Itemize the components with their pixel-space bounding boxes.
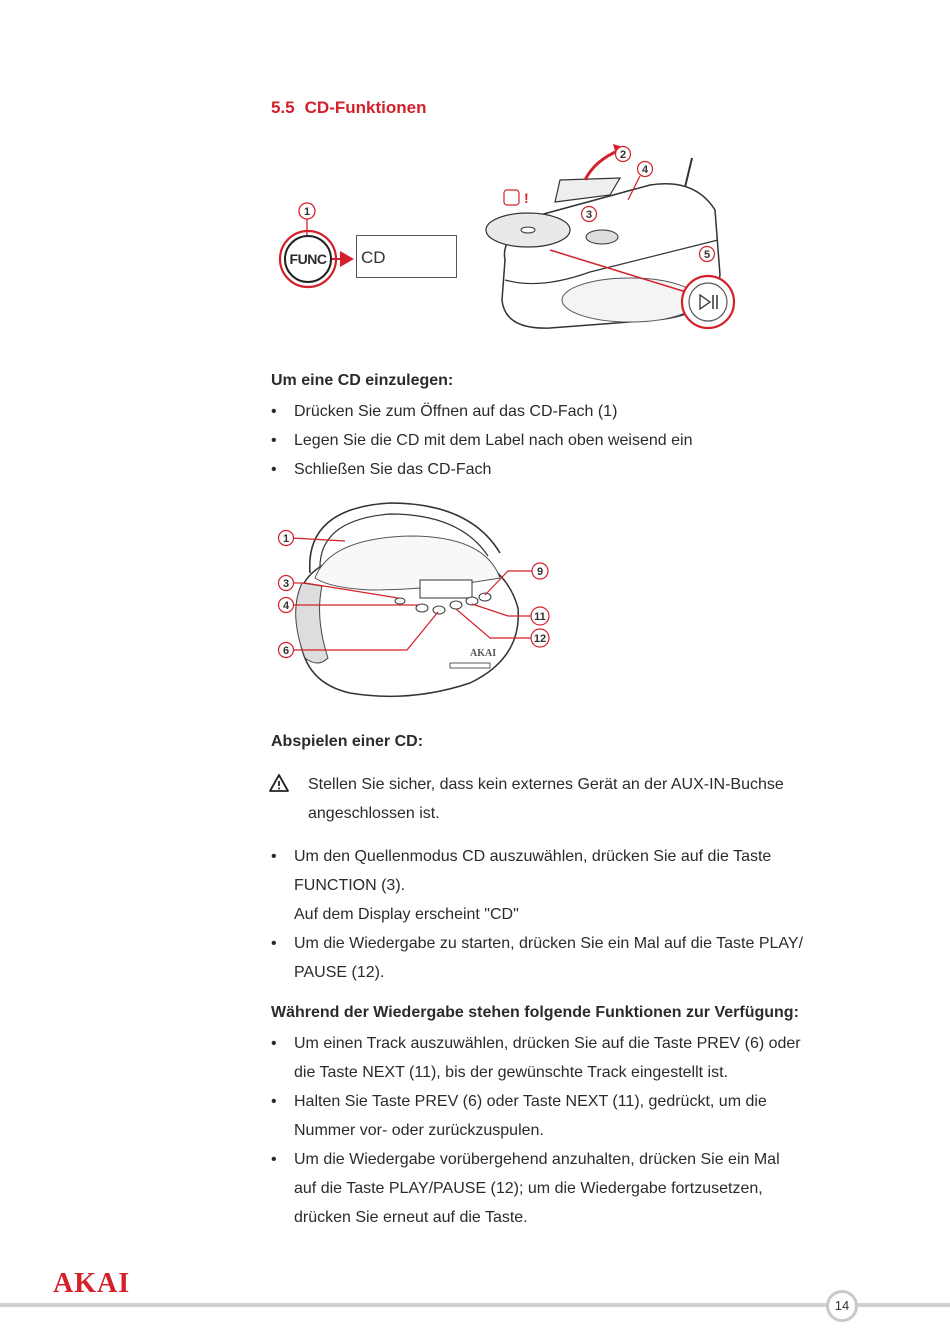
callout-5: 5: [703, 249, 711, 261]
callout-2: 2: [619, 149, 627, 161]
display-box: CD: [356, 235, 457, 278]
during-bullet-2: • Halten Sie Taste PREV (6) oder Taste NEXT (11), gedrückt, um die Nummer vor- oder zurückzuspulen.: [271, 1093, 767, 1139]
during-bullet-1: • Um einen Track auszuwählen, drücken Sie auf die Taste PREV (6) oder die Taste NEXT (11), bis der gewünschte Track eingestellt ist.: [271, 1035, 801, 1081]
callout-3: 3: [585, 209, 593, 221]
insert-bullet-3: • Schließen Sie das CD-Fach: [271, 461, 492, 478]
callout-1: 1: [303, 206, 311, 218]
play-heading: Abspielen einer CD:: [271, 733, 424, 750]
callout-4: 4: [641, 164, 649, 176]
warning-icon: [268, 773, 290, 793]
page-number: 14: [826, 1290, 858, 1322]
func-button: FUNC: [284, 235, 332, 283]
fig2-callout-9: 9: [536, 566, 544, 578]
section-heading: [271, 98, 426, 118]
fig2-callout-11: 11: [534, 611, 546, 623]
warning-text: Stellen Sie sicher, dass kein externes Gerät an der AUX-IN-Buchse angeschlossen ist.: [308, 776, 784, 822]
play-bullet-1: • Um den Quellenmodus CD auszuwählen, drücken Sie auf die Taste FUNCTION (3). Auf dem Display erscheint "CD": [271, 848, 772, 923]
section-title: CD-Funktionen: [304, 98, 427, 117]
boombox-open-figure: [480, 140, 750, 350]
boombox-front-figure: [270, 498, 560, 713]
fig2-callout-1: 1: [282, 533, 290, 545]
fig2-callout-6: 6: [282, 645, 290, 657]
fig2-callout-12: 12: [533, 633, 547, 645]
during-heading: Während der Wiedergabe stehen folgende Funktionen zur Verfügung:: [271, 1004, 799, 1021]
insert-heading: Um eine CD einzulegen:: [271, 372, 454, 389]
device-logo: AKAI: [470, 648, 497, 659]
insert-bullet-1: • Drücken Sie zum Öffnen auf das CD-Fach (1): [271, 403, 618, 420]
section-number: 5.5: [271, 98, 295, 117]
during-bullet-3: • Um die Wiedergabe vorübergehend anzuhalten, drücken Sie ein Mal auf die Taste PLAY/PAUSE (12); um die Wiedergabe fortzusetzen, drücken Sie erneut auf die Taste.: [271, 1151, 780, 1226]
play-bullet-2: • Um die Wiedergabe zu starten, drücken Sie ein Mal auf die Taste PLAY/ PAUSE (12).: [271, 935, 804, 981]
insert-bullet-2: • Legen Sie die CD mit dem Label nach oben weisend ein: [271, 432, 693, 449]
svg-text:!: !: [524, 190, 529, 206]
akai-logo: AKAI: [53, 1268, 131, 1299]
fig2-callout-4: 4: [282, 600, 290, 612]
footer-rule: [0, 1303, 950, 1307]
fig2-callout-3: 3: [282, 578, 290, 590]
